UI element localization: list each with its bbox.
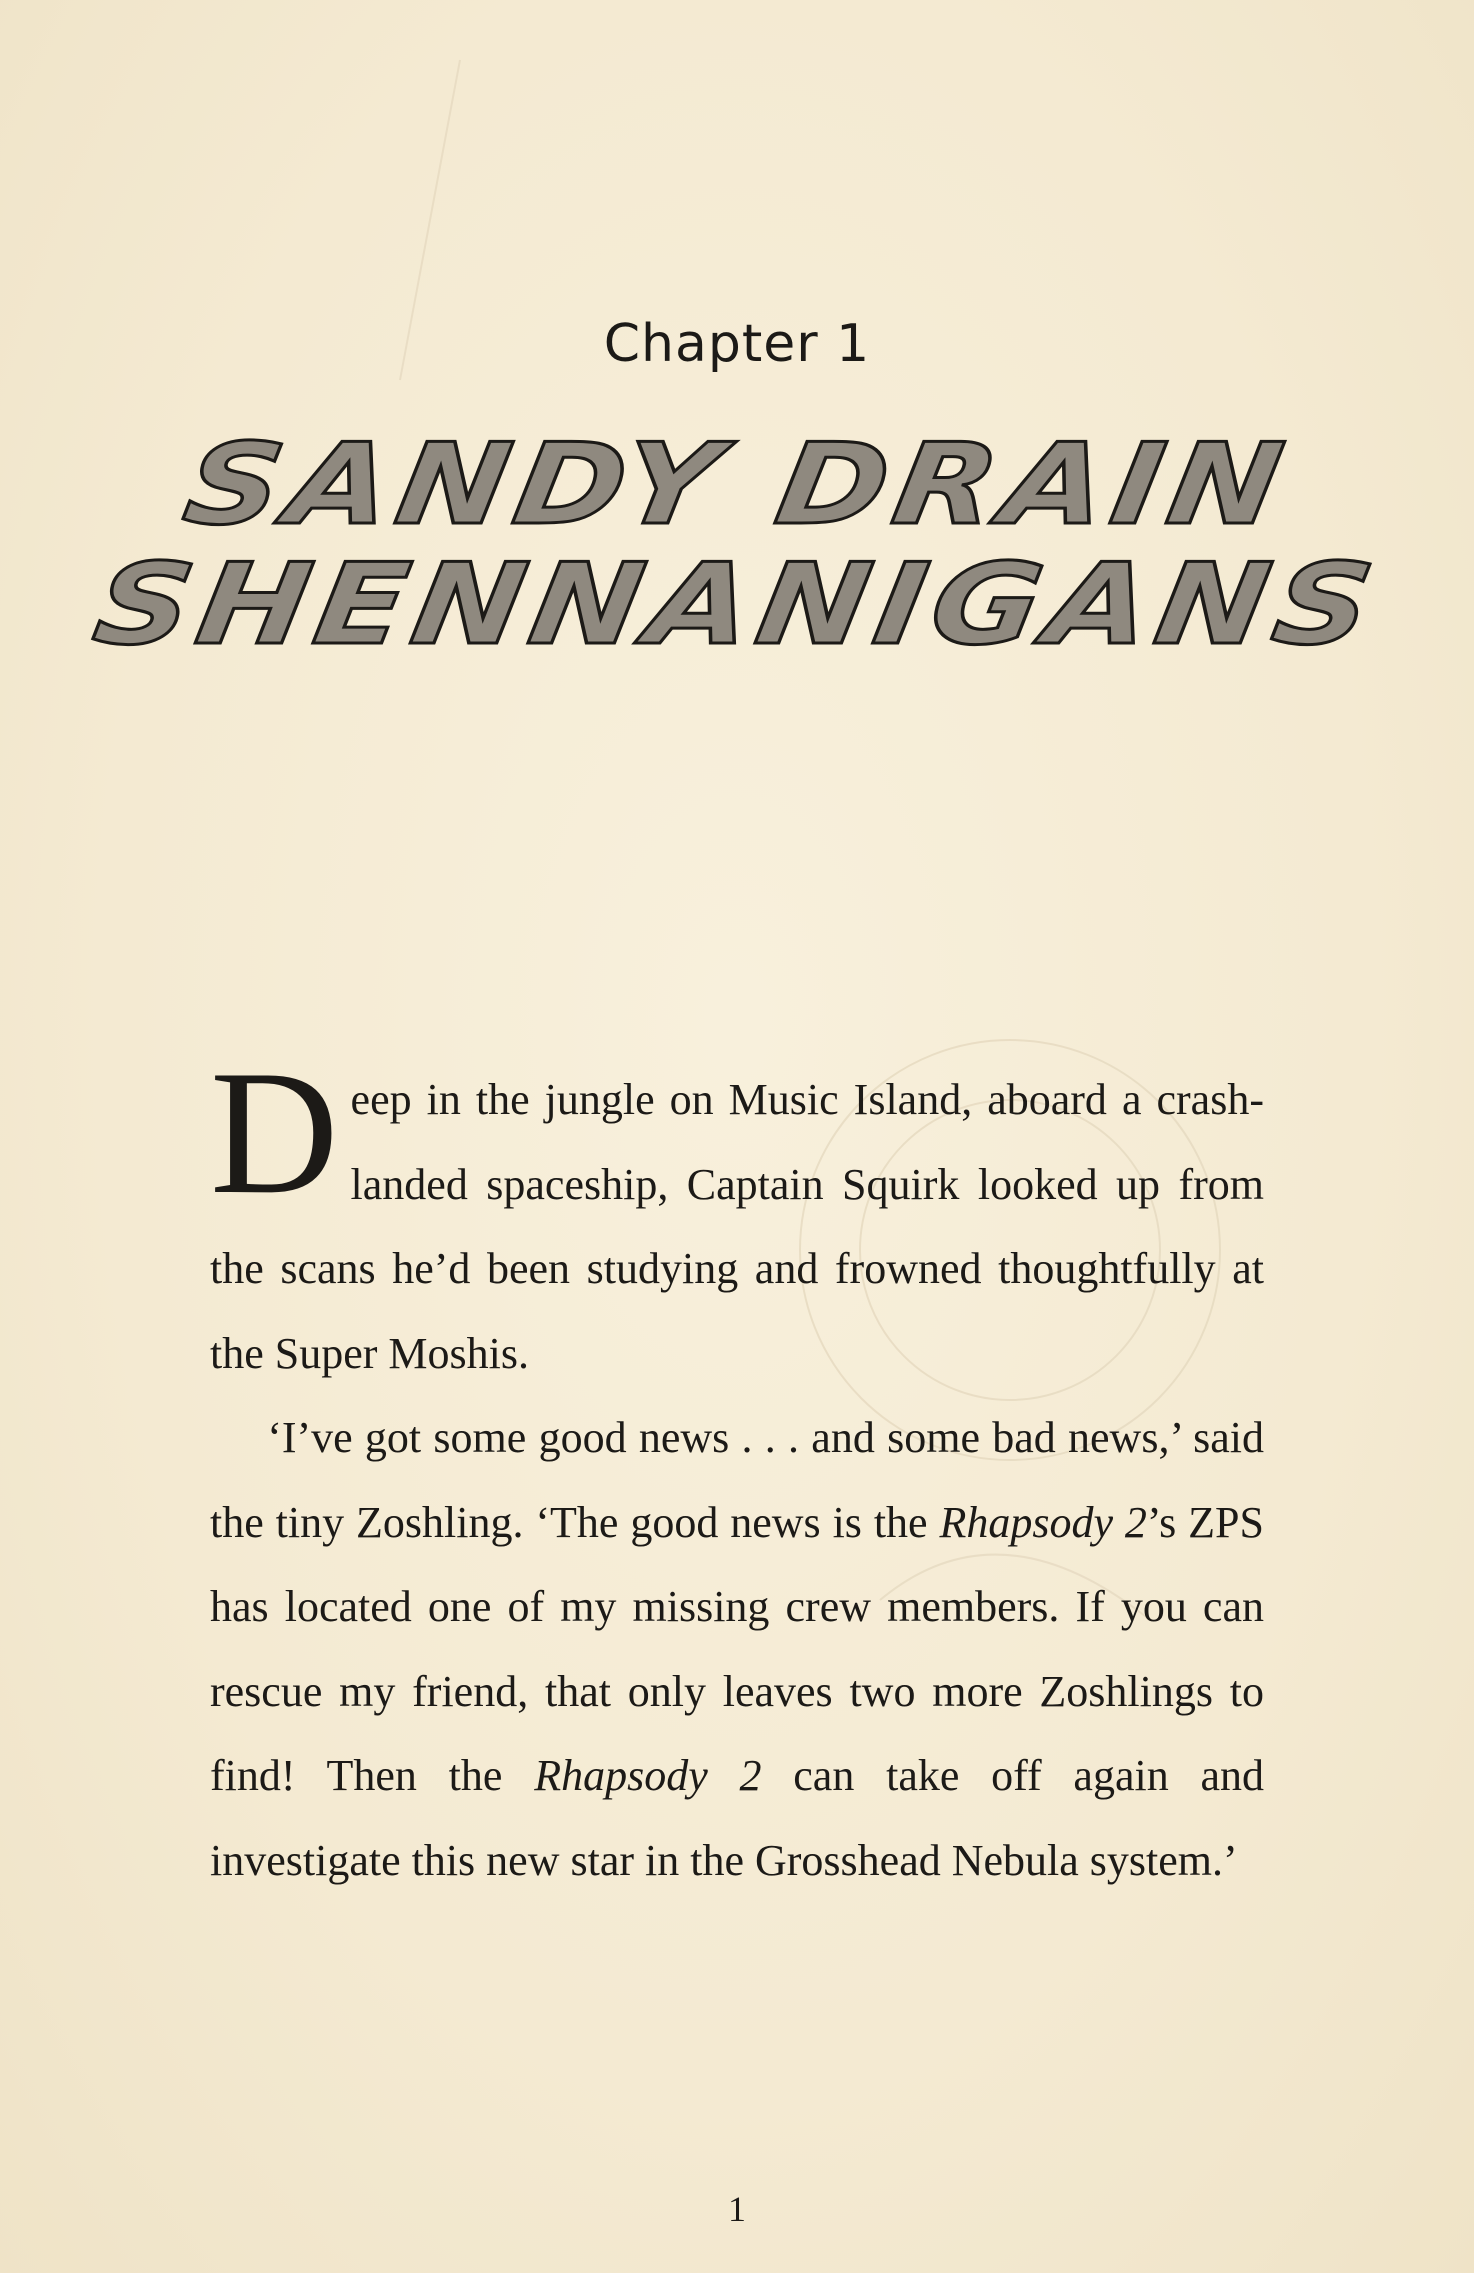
chapter-title	[0, 420, 1474, 670]
ship-name-italic: Rhapsody 2	[534, 1751, 762, 1800]
chapter-body	[210, 1033, 1264, 1903]
paragraph-2-text-c: can take off again and investigate this new star in the Grosshead Nebula system.’	[210, 1751, 1264, 1885]
chapter-title-line-2: SHENNANIGANS	[85, 540, 1389, 670]
page-number: 1	[728, 2189, 746, 2229]
drop-cap: D	[210, 1033, 339, 1231]
paragraph-2-text-b: ’s ZPS has located one of my missing crew members. If you can rescue my friend, that only leaves two more Zoshlings to find! Then the	[210, 1497, 1264, 1800]
paragraph-2-text-a: ‘I’ve got some good news . . . and some bad news,’ said the tiny Zoshling. ‘The good news is the	[210, 1413, 1264, 1547]
chapter-title-line-1: SANDY DRAIN	[175, 420, 1299, 550]
paragraph-2	[210, 1396, 1264, 1903]
ship-name-italic: Rhapsody 2	[939, 1497, 1147, 1547]
paragraph-1-text: eep in the jungle on Music Island, aboard a crash-landed spaceship, Captain Squirk looked up from the scans he’d been studying and frowned thoughtfully at the Super Moshis.	[210, 1075, 1264, 1378]
chapter-label: Chapter 1	[603, 314, 871, 374]
paragraph-1	[210, 1033, 1264, 1396]
